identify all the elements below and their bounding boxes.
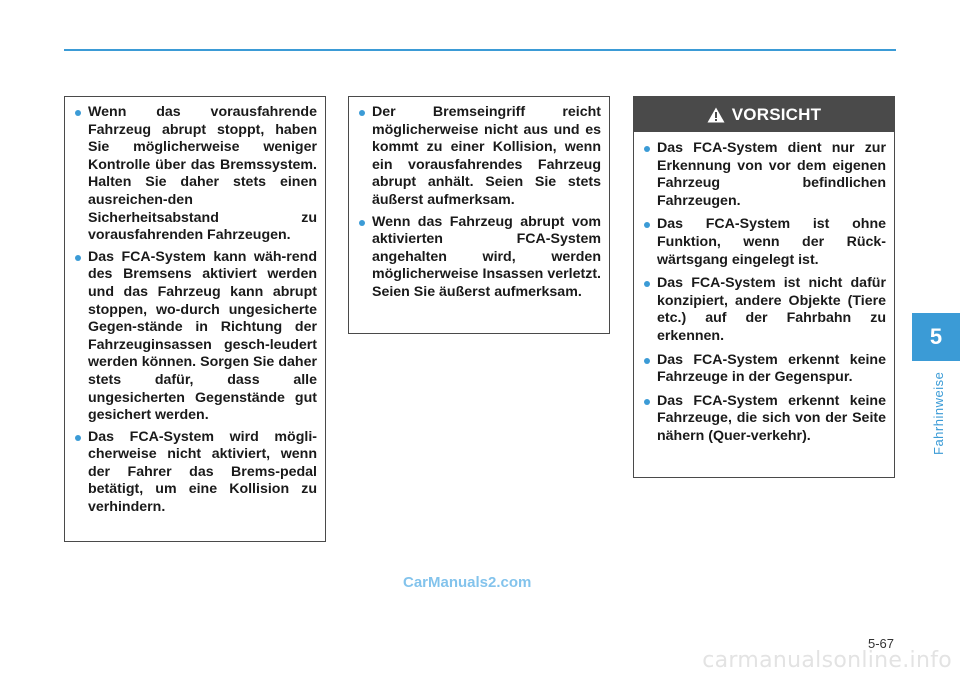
list-item: Das FCA-System erkennt keine Fahrzeuge in der Gegenspur. <box>641 352 886 387</box>
list-item: Das FCA-System ist ohne Funktion, wenn der Rück-wärtsgang eingelegt ist. <box>641 216 886 269</box>
warning-triangle-icon <box>707 107 725 123</box>
caution-list <box>641 140 886 446</box>
top-rule <box>64 49 896 51</box>
chapter-tab[interactable] <box>912 313 960 361</box>
list-item: Das FCA-System erkennt keine Fahrzeuge, die sich von der Seite nähern (Quer-verkehr). <box>641 393 886 446</box>
warning-list-middle <box>356 104 601 302</box>
bullet-icon <box>644 358 650 364</box>
bullet-icon <box>75 255 81 261</box>
caution-header <box>634 97 894 132</box>
bullet-icon <box>644 399 650 405</box>
list-item: Das FCA-System kann wäh-rend des Bremsens aktiviert werden und das Fahrzeug kann abrupt stoppen, wo-durch ungesicherte Gegen-stände in Richtung der Fahrzeuginsassen gesch-leudert werden können. Sorgen Sie daher stets dafür, dass alle ungesicherten Gegenstände gut gesichert werden. <box>72 249 317 425</box>
bullet-icon <box>359 220 365 226</box>
bullet-icon <box>644 222 650 228</box>
caution-title: VORSICHT <box>731 104 822 124</box>
list-item: Das FCA-System dient nur zur Erkennung von vor dem eigenen Fahrzeug befindlichen Fahrzeugen. <box>641 140 886 210</box>
warning-box-left <box>64 96 326 542</box>
page-number: 5-67 <box>867 636 894 651</box>
list-item: Wenn das vorausfahrende Fahrzeug abrupt stoppt, haben Sie möglicherweise weniger Kontrolle über das Bremssystem. Halten Sie daher stets einen ausreichen-den Sicherheitsabstand zu vorausfahrenden Fahrzeugen. <box>72 104 317 245</box>
warning-list-left <box>72 104 317 517</box>
bullet-icon <box>75 110 81 116</box>
bullet-icon <box>75 435 81 441</box>
watermark-center: CarManuals2.com <box>403 574 532 591</box>
bullet-icon <box>644 281 650 287</box>
bullet-icon <box>359 110 365 116</box>
chapter-number: 5 <box>929 324 943 349</box>
bullet-icon <box>644 146 650 152</box>
watermark-bottom: carmanualsonline.info <box>702 648 952 673</box>
list-item: Wenn das Fahrzeug abrupt vom aktivierten FCA-System angehalten wird, werden möglicherweise Insassen verletzt. Seien Sie äußerst aufmerksam. <box>356 214 601 302</box>
list-item: Das FCA-System ist nicht dafür konzipiert, andere Objekte (Tiere etc.) auf der Fahrbahn zu erkennen. <box>641 275 886 345</box>
caution-body <box>634 132 894 446</box>
chapter-label: Fahrhinweise <box>931 371 946 455</box>
warning-box-middle <box>348 96 610 334</box>
list-item: Das FCA-System wird mögli-cherweise nicht aktiviert, wenn der Fahrer das Brems-pedal betätigt, um eine Kollision zu verhindern. <box>72 429 317 517</box>
list-item: Der Bremseingriff reicht möglicherweise nicht aus und es kommt zu einer Kollision, wenn ein vorausfahrendes Fahrzeug abrupt anhält. Seien Sie stets äußerst aufmerksam. <box>356 104 601 210</box>
caution-box <box>633 96 895 478</box>
